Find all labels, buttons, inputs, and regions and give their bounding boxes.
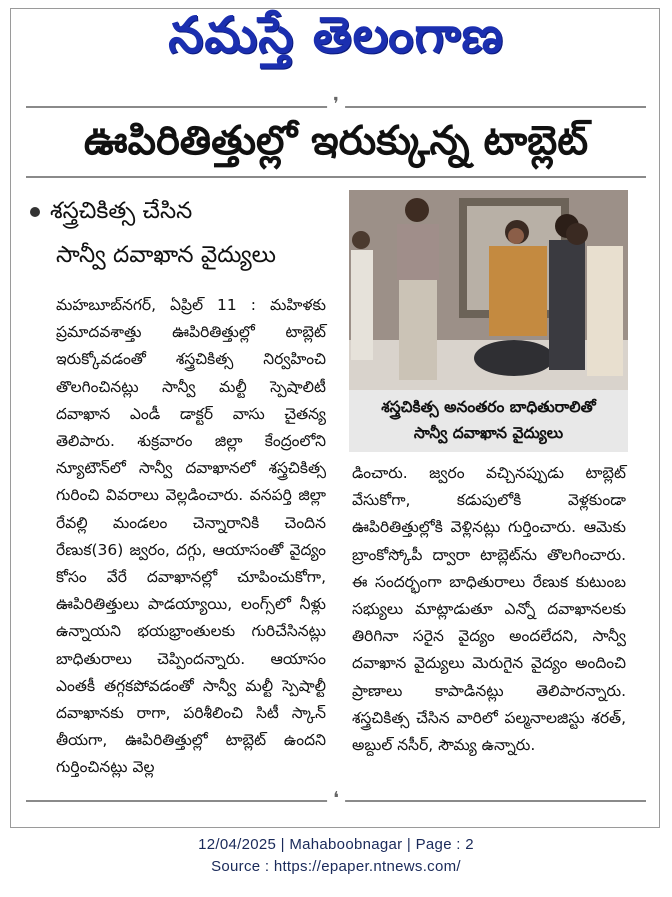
footer-date-edition: 12/04/2025 | Mahaboobnagar | Page : 2 <box>198 836 474 853</box>
photo-caption: శస్త్రచికిత్స అనంతరం బాధితురాలితో సాన్వీ దవాఖాన వైద్యులు <box>349 390 628 452</box>
bottom-divider <box>26 788 646 809</box>
article-photo <box>349 190 628 390</box>
bullet-icon <box>30 207 40 217</box>
doctors-group-photo <box>349 190 628 390</box>
subhead-line-1: శస్త్రచికిత్స చేసిన <box>30 198 330 226</box>
article-body-right: డించారు. జ్వరం వచ్చినప్పుడు టాబ్లెట్ వేసుకోగా, కడుపులోకి వెళ్లకుండా ఊపిరితిత్తుల్లోకి వెళ్లినట్లు గుర్తించారు. ఆమెకు బ్రాంకోస్కోపీ ద్వారా టాబ్లెట్‌ను తొలగించారు. ఈ సందర్భంగా బాధితురాలు రేణుక కుటుంబ సభ్యులు మాట్లాడుతూ ఎన్నో దవాఖానలకు తిరిగినా సరైన వైద్యం అందలేదని, సాన్వీ దవాఖాన వైద్యులు మెరుగైన వైద్యం అందించి ప్రాణాలు కాపాడినట్లు తెలిపారన్నారు. శస్త్రచికిత్స చేసిన వారిలో పల్మనాలజిస్టు శరత్, అబ్దుల్ నసీర్, సౌమ్య ఉన్నారు. <box>352 464 626 755</box>
top-divider <box>26 94 646 115</box>
divider-ornament-icon: ❛ <box>327 788 345 809</box>
newspaper-masthead: నమస్తే తెలంగాణ <box>168 6 504 64</box>
subhead-line-2: సాన్వీ దవాఖాన వైద్యులు <box>56 242 276 268</box>
article-body-left: మహబూబ్‌నగర్, ఏప్రిల్ 11 : మహిళకు ప్రమాదవశాత్తు ఊపిరితిత్తుల్లో టాబ్లెట్ ఇరుక్కోవడంతో శస్త్రచికిత్స నిర్వహించి తొలగించినట్లు సాన్వీ మల్టీ స్పెషాలిటీ దవాఖాన ఎండీ డాక్టర్ వాసు చైతన్య తెలిపారు. శుక్రవారం జిల్లా కేంద్రంలోని న్యూటౌన్‌లో సాన్వీ దవాఖానలో శస్త్రచికిత్స గురించి వివరాలు వెల్లడించారు. వనపర్తి జిల్లా రేవల్లి మండలం చెన్నారానికి చెందిన రేణుక(36) జ్వరం, దగ్గు, ఆయాసంతో వైద్యం కోసం వేరే దవాఖానల్లో చూపించుకోగా, ఊపిరితిత్తులు పాడయ్యాయి, లంగ్స్‌లో నీళ్లు ఉన్నాయని భయభ్రాంతులకు గురిచేసినట్లు బాధితురాలు చెప్పిందన్నారు. ఆయాసం ఎంతకీ తగ్గకపోవడంతో సాన్వీ మల్టీ స్పెషాల్టీ దవాఖానకు రాగా, పరిశీలించి సిటీ స్కాన్ తీయగా, ఊపిరితిత్తుల్లో టాబ్లెట్ ఉందని గుర్తించినట్లు వెల్ల <box>56 296 326 777</box>
divider-ornament-icon: ❜ <box>327 94 345 115</box>
article-headline: ఊపిరితిత్తుల్లో ఇరుక్కున్న టాబ్లెట్ <box>83 118 589 164</box>
footer-source: Source : https://epaper.ntnews.com/ <box>211 858 461 875</box>
headline-divider <box>26 176 646 178</box>
